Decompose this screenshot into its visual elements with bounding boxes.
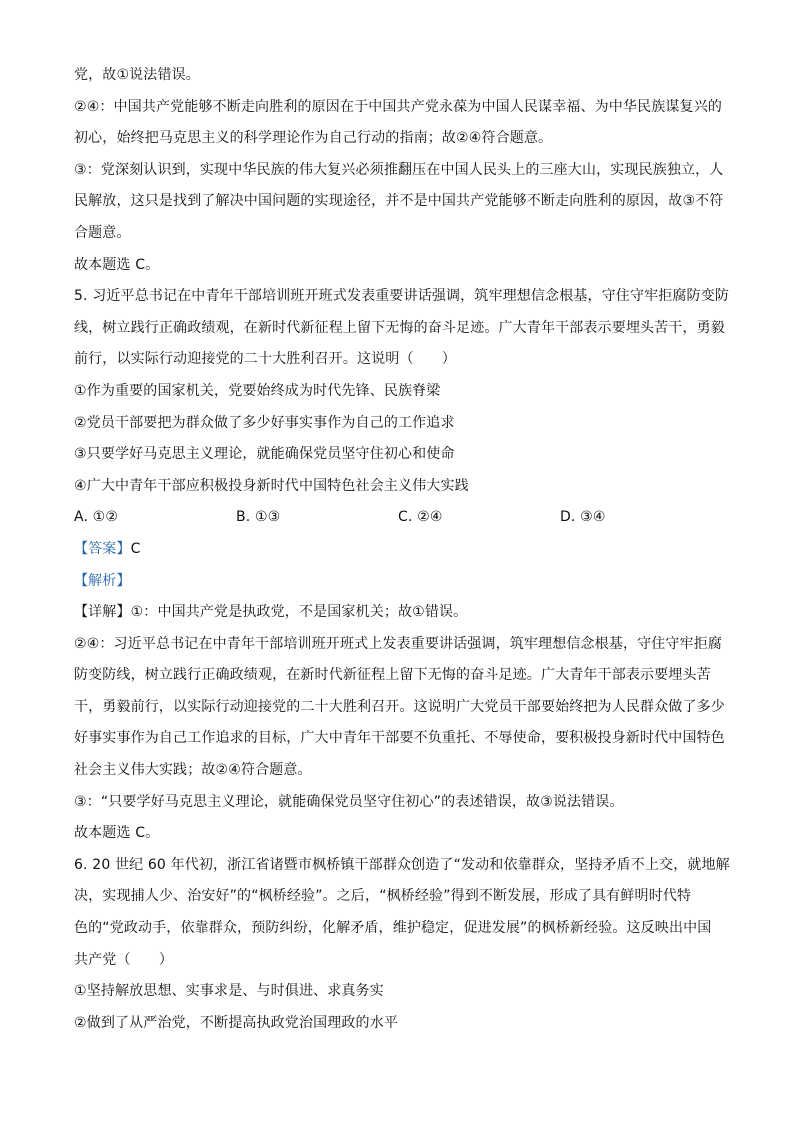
detail-first-line (74, 597, 726, 629)
text-line: 好事实事作为自己工作追求的目标，广大中青年干部要不负重托、不辱使命，要积极投身新时代中国特色 (74, 730, 725, 747)
text-line: 前行，以实际行动迎接党的二十大胜利召开。这说明（ ） (74, 351, 457, 368)
text-line: 防变防线，树立践行正确政绩观，在新时代新征程上留下无悔的奋斗足迹。广大青年干部表示要埋头苦 (74, 667, 711, 684)
text-line: ③：党深刻认识到，实现中华民族的伟大复兴必须推翻压在中国人民头上的三座大山，实现民族独立，人 (74, 161, 724, 178)
option-c: C. ②④ (398, 509, 443, 526)
detail-tag: 【详解】 (74, 604, 131, 621)
text-line: ②④：习近平总书记在中青年干部培训班开班式上发表重要讲话强调，筑牢理想信念根基，守住守牢拒腐 (74, 635, 722, 652)
option-b: B. ①③ (236, 509, 281, 526)
text-line: ②④：中国共产党能够不断走向胜利的原因在于中国共产党永葆为中国人民谋幸福、为中华民族谋复兴的 (74, 98, 722, 115)
option-a: A. ①② (74, 509, 119, 526)
text-line: 共产党（ ） (74, 951, 174, 968)
detail-first-text: ①：中国共产党是执政党，不是国家机关；故①错误。 (130, 604, 468, 621)
text-line: 党，故①说法错误。 (74, 67, 200, 83)
text-line: 故本题选 C。 (74, 256, 160, 273)
text-line: 线，树立践行正确政绩观，在新时代新征程上留下无悔的奋斗足迹。广大青年干部表示要埋头苦干，勇毅 (74, 319, 725, 336)
statement-3: ③只要学好马克思主义理论，就能确保党员坚守住初心和使命 (74, 446, 455, 463)
text-line: 色的“党政动手，依靠群众，预防纠纷，化解矛盾，维护稳定，促进发展”的枫桥新经验。这反映出中国 (74, 920, 712, 937)
statement-1: ①坚持解放思想、实事求是、与时俱进、求真务实 (74, 983, 384, 1000)
document-page (74, 60, 730, 1039)
text-line: ③：“只要学好马克思主义理论，就能确保党员坚守住初心”的表述错误，故③说法错误。 (74, 793, 624, 810)
question-5-stem: 5. 习近平总书记在中青年干部培训班开班式发表重要讲话强调，筑牢理想信念根基，守住守牢拒腐防变防 (74, 288, 730, 305)
text-line: 决，实现捕人少、治安好”的“枫桥经验”。之后，“枫桥经验”得到不断发展，形成了具有鲜明时代特 (74, 888, 692, 905)
question-6-stem: 6. 20 世纪 60 年代初，浙江省诸暨市枫桥镇干部群众创造了“发动和依靠群众，坚持矛盾不上交，就地解 (74, 856, 730, 873)
statement-2: ②党员干部要把为群众做了多少好事实事作为自己的工作追求 (74, 414, 455, 431)
text-line: 初心，始终把马克思主义的科学理论作为自己行动的指南；故②④符合题意。 (74, 130, 553, 147)
text-line: 社会主义伟大实践；故②④符合题意。 (74, 762, 312, 779)
analysis-tag: 【解析】 (74, 572, 131, 589)
answer-value: C (130, 540, 141, 557)
text-line: 民解放，这只是找到了解决中国问题的实现途径，并不是中国共产党能够不断走向胜利的原因，故③不符 (74, 193, 724, 210)
answer-line (74, 534, 726, 566)
statement-1: ①作为重要的国家机关，党要始终成为时代先锋、民族脊梁 (74, 382, 441, 399)
answer-options (74, 502, 726, 534)
text-line: 合题意。 (74, 224, 131, 241)
statement-2: ②做到了从严治党，不断提高执政党治国理政的水平 (74, 1014, 398, 1031)
answer-tag: 【答案】 (74, 540, 131, 557)
text-line: 故本题选 C。 (74, 825, 160, 842)
option-d: D. ③④ (560, 509, 606, 526)
statement-4: ④广大中青年干部应积极投身新时代中国特色社会主义伟大实践 (74, 477, 469, 494)
text-line: 干，勇毅前行，以实际行动迎接党的二十大胜利召开。这说明广大党员干部要始终把为人民群众做了多少 (74, 698, 725, 715)
